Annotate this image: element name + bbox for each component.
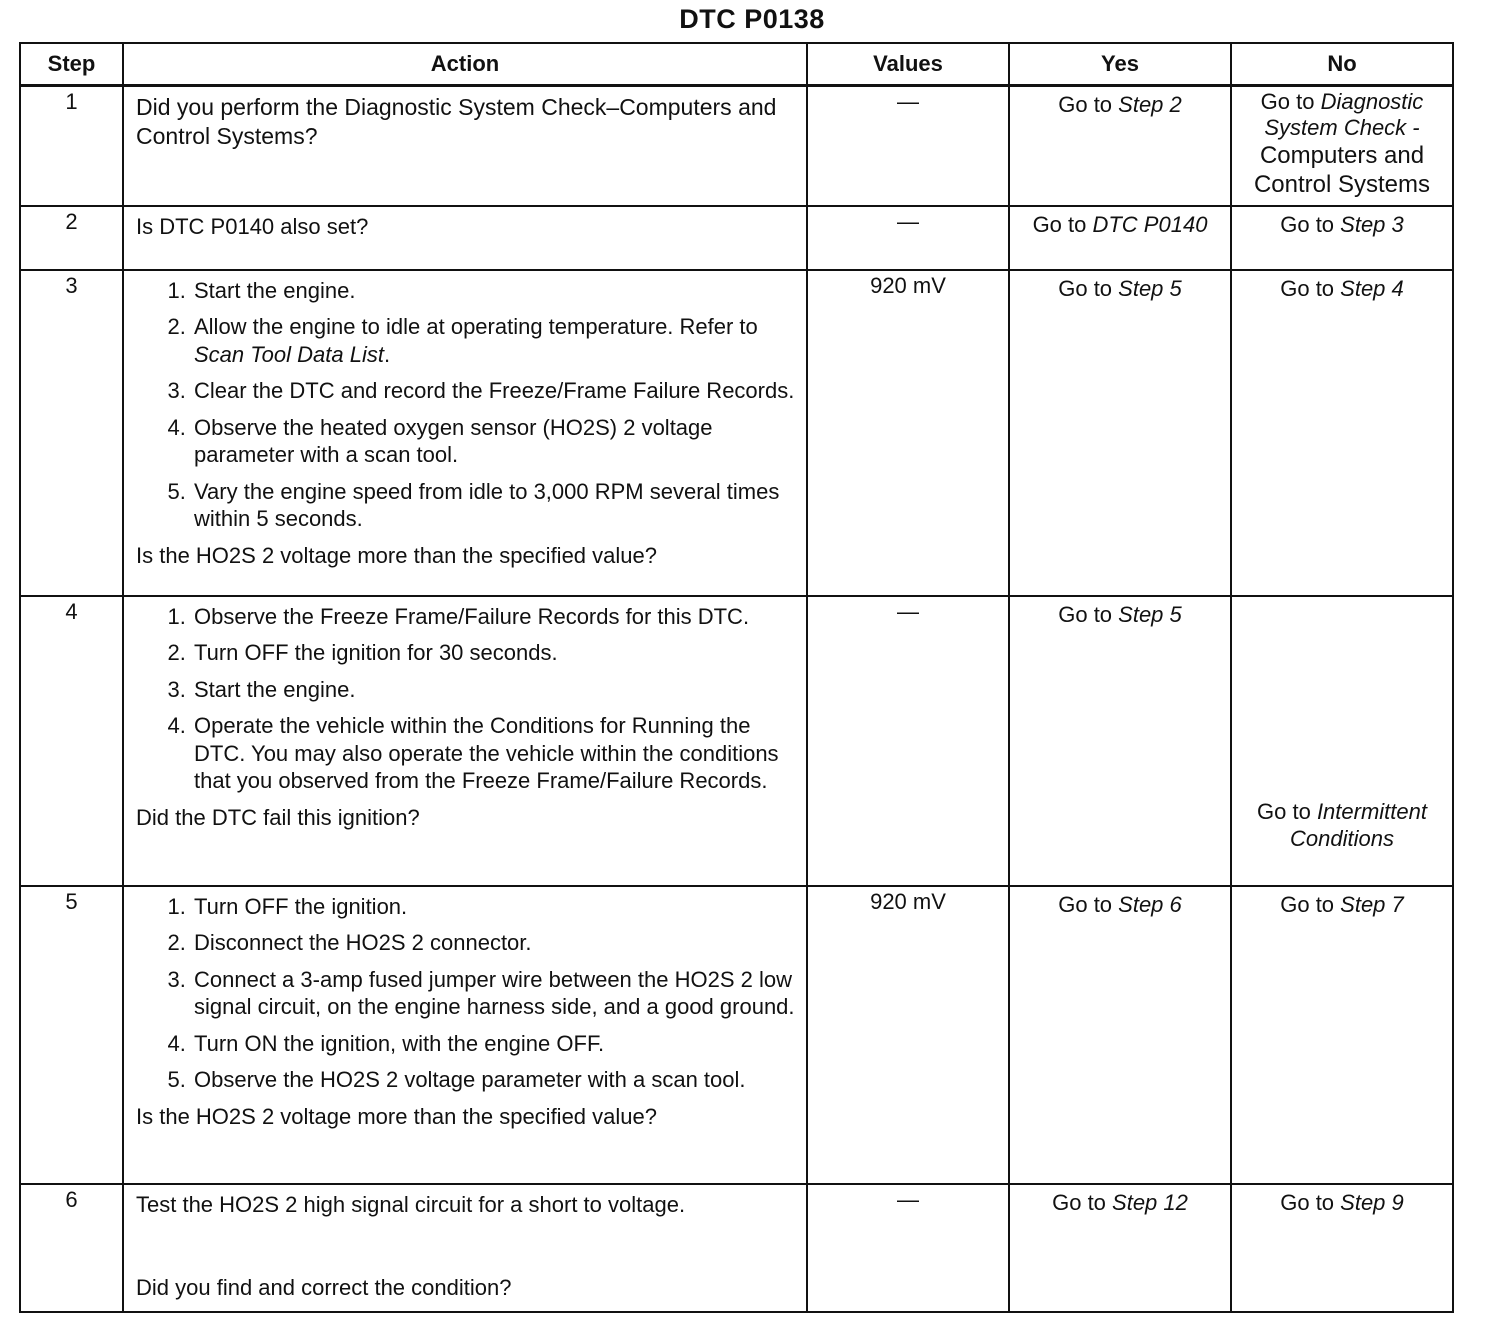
no-link[interactable]: Step 3: [1340, 211, 1404, 237]
no-link-continued[interactable]: Computers and Control Systems: [1253, 141, 1431, 198]
value-cell: —: [807, 206, 1009, 270]
no-link[interactable]: Step 4: [1340, 275, 1404, 301]
step-number: 2: [20, 206, 123, 270]
no-cell[interactable]: [1231, 206, 1453, 270]
yes-cell[interactable]: [1009, 86, 1231, 206]
no-prefix: Go to: [1280, 211, 1341, 237]
no-cell[interactable]: [1231, 1184, 1453, 1312]
action-cell: [123, 1184, 807, 1312]
yes-link[interactable]: DTC P0140: [1092, 211, 1208, 237]
instruction-item: 1. Observe the Freeze Frame/Failure Records for this DTC.: [192, 603, 800, 631]
action-cell: [123, 206, 807, 270]
step-number: 4: [20, 596, 123, 886]
action-cell: [123, 886, 807, 1184]
action-lead: Test the HO2S 2 high signal circuit for a short to voltage.: [136, 1191, 686, 1217]
action-question: Is the HO2S 2 voltage more than the specified value?: [136, 542, 657, 568]
value-cell: —: [807, 596, 1009, 886]
instruction-list: [136, 603, 800, 795]
no-link[interactable]: Intermittent Conditions: [1290, 798, 1427, 851]
no-prefix: Go to: [1280, 891, 1341, 917]
diagnostic-table: [19, 42, 1454, 1313]
action-question: Did you find and correct the condition?: [136, 1275, 512, 1300]
instruction-end: .: [383, 341, 391, 367]
no-link[interactable]: Diagnostic System Check -: [1264, 89, 1424, 141]
yes-prefix: Go to: [1032, 211, 1093, 237]
yes-prefix: Go to: [1058, 275, 1119, 301]
step-number: 5: [20, 886, 123, 1184]
page-title: DTC P0138: [679, 4, 825, 34]
no-prefix: Go to: [1260, 89, 1321, 114]
no-prefix: Go to: [1280, 275, 1341, 301]
action-question: Did you perform the Diagnostic System Check–Computers and Control Systems?: [136, 94, 777, 149]
table-row: [20, 86, 1453, 206]
header-step: Step: [20, 43, 123, 86]
yes-link[interactable]: Step 6: [1118, 891, 1182, 917]
yes-cell[interactable]: [1009, 270, 1231, 596]
step-number: 1: [20, 86, 123, 206]
action-question: Is DTC P0140 also set?: [136, 213, 369, 239]
yes-cell[interactable]: [1009, 886, 1231, 1184]
table-row: [20, 206, 1453, 270]
no-prefix: Go to: [1280, 1189, 1341, 1215]
yes-prefix: Go to: [1058, 601, 1119, 627]
action-cell: [123, 86, 807, 206]
instruction-item: 2. Disconnect the HO2S 2 connector.: [192, 929, 800, 957]
instruction-item: 4. Observe the heated oxygen sensor (HO2S) 2 voltage parameter with a scan tool.: [192, 414, 800, 469]
yes-cell[interactable]: [1009, 206, 1231, 270]
yes-cell[interactable]: [1009, 1184, 1231, 1312]
no-cell[interactable]: [1231, 886, 1453, 1184]
action-cell: [123, 596, 807, 886]
instruction-item: 4. Operate the vehicle within the Conditions for Running the DTC. You may also operate the vehicle within the conditions that you observed from the Freeze Frame/Failure Records.: [192, 712, 800, 795]
table-row: [20, 596, 1453, 886]
instruction-item: 3. Connect a 3-amp fused jumper wire between the HO2S 2 low signal circuit, on the engine harness side, and a good ground.: [192, 966, 800, 1021]
table-row: [20, 886, 1453, 1184]
instruction-list: [136, 893, 800, 1094]
no-prefix: Go to: [1257, 798, 1317, 824]
instruction-item: 4. Turn ON the ignition, with the engine OFF.: [192, 1030, 800, 1058]
yes-cell[interactable]: [1009, 596, 1231, 886]
header-yes: Yes: [1009, 43, 1231, 86]
yes-link[interactable]: Step 2: [1118, 92, 1182, 117]
table-header-row: [20, 43, 1453, 86]
yes-prefix: Go to: [1058, 891, 1119, 917]
step-number: 6: [20, 1184, 123, 1312]
value-cell: —: [807, 1184, 1009, 1312]
action-question: Did the DTC fail this ignition?: [136, 804, 420, 830]
yes-link[interactable]: Step 12: [1112, 1189, 1188, 1215]
instruction-item: [192, 313, 800, 368]
value-cell: 920 mV: [807, 886, 1009, 1184]
instruction-item: 5. Vary the engine speed from idle to 3,000 RPM several times within 5 seconds.: [192, 478, 800, 533]
instruction-item: 2. Turn OFF the ignition for 30 seconds.: [192, 639, 800, 667]
instruction-item: 1. Turn OFF the ignition.: [192, 893, 800, 921]
header-action: Action: [123, 43, 807, 86]
no-link[interactable]: Step 9: [1340, 1189, 1404, 1215]
instruction-item: 3. Start the engine.: [192, 676, 800, 704]
yes-prefix: Go to: [1052, 1189, 1113, 1215]
table-row: [20, 270, 1453, 596]
instruction-list: [136, 277, 800, 533]
no-cell[interactable]: [1231, 86, 1453, 206]
yes-link[interactable]: Step 5: [1118, 601, 1182, 627]
header-values: Values: [807, 43, 1009, 86]
step-number: 3: [20, 270, 123, 596]
instruction-text: Allow the engine to idle at operating temperature. Refer to: [194, 314, 758, 339]
value-cell: —: [807, 86, 1009, 206]
table-row: [20, 1184, 1453, 1312]
instruction-item: 5. Observe the HO2S 2 voltage parameter with a scan tool.: [192, 1066, 800, 1094]
instruction-item: 3. Clear the DTC and record the Freeze/Frame Failure Records.: [192, 377, 800, 405]
yes-prefix: Go to: [1058, 92, 1119, 117]
no-cell[interactable]: [1231, 270, 1453, 596]
value-cell: 920 mV: [807, 270, 1009, 596]
header-no: No: [1231, 43, 1453, 86]
instruction-item: 1. Start the engine.: [192, 277, 800, 305]
action-cell: [123, 270, 807, 596]
scan-tool-data-list-link[interactable]: Scan Tool Data List: [194, 341, 384, 367]
yes-link[interactable]: Step 5: [1118, 275, 1182, 301]
action-question: Is the HO2S 2 voltage more than the specified value?: [136, 1103, 657, 1129]
no-link[interactable]: Step 7: [1340, 891, 1404, 917]
no-cell[interactable]: [1231, 596, 1453, 886]
